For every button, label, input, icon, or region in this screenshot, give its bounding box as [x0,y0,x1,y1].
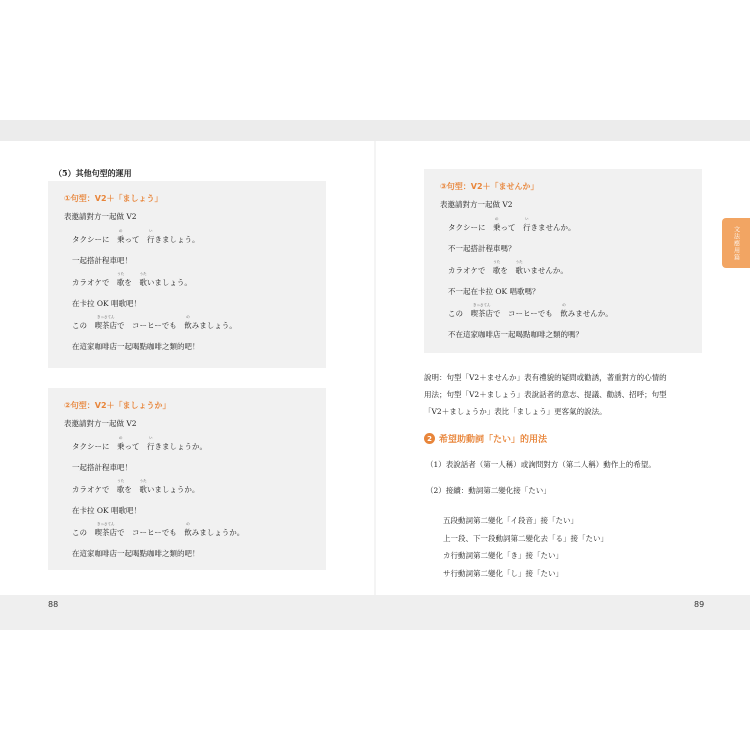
furigana: の [562,302,566,307]
text-segment: タクシーに [72,234,117,244]
ruby-word [116,271,125,288]
furigana: うた [117,478,125,483]
ruby-word [139,271,147,288]
chinese-translation: 一起搭計程車吧！ [72,256,132,265]
ruby-word [184,521,192,538]
ruby-word [116,478,125,495]
furigana: うた [515,259,523,264]
ruby-word [147,228,155,245]
pattern-title: ①句型：V2＋「ましょう」 [64,194,163,203]
text-segment: で コーヒーでも [493,308,561,318]
ruby-word [492,259,501,276]
ruby-word [470,302,494,319]
kanji: 歌 [139,484,147,494]
pattern-lead: 表邀請對方一起做 V2 [64,418,137,428]
kanji: 飲 [184,320,192,330]
connection-paragraph: （2）接續：動詞第二變化接「たい」 [426,486,551,495]
japanese-example [64,266,312,288]
kanji: 喫茶店 [94,527,117,537]
text-segment: きましょう。 [154,234,200,244]
text-segment: みませんか。 [567,308,613,318]
kanji: 行 [147,234,155,244]
explanation-line: 「V2＋ましょうか」表比「ましょう」更客氣的說法。 [424,407,607,416]
furigana: うた [117,271,125,276]
japanese-example [64,223,312,245]
text-segment: で コーヒーでも [117,320,185,330]
text-segment: みましょうか。 [191,527,245,537]
furigana: の [119,435,123,440]
furigana: い [525,216,529,221]
ruby-word [147,435,155,452]
kanji: 歌 [116,277,125,287]
footer-band [0,595,750,630]
text-segment: タクシーに [448,222,493,232]
example-lines [64,223,312,352]
pattern-box-3 [424,169,702,353]
chinese-translation: 不在這家咖啡店一起喝點咖啡之類的嗎？ [448,330,583,339]
japanese-example [64,309,312,331]
subsection-title: 希望助動詞「たい」的用法 [439,435,548,445]
japanese-example [64,516,312,538]
subsection-number-badge: 2 [424,433,435,444]
ruby-word [493,216,501,233]
page-number-right: 89 [694,600,705,609]
text-segment: いましょうか。 [146,484,200,494]
kanji: 歌 [515,265,523,275]
text-segment: この [72,320,95,330]
ruby-word [515,259,523,276]
text-segment: カラオケで [448,265,493,275]
pattern-box-2 [48,388,326,570]
text-segment: この [448,308,471,318]
furigana: い [149,228,153,233]
chinese-translation: 在這家咖啡店一起喝點咖啡之類的吧！ [72,342,200,351]
explanation-text [424,369,708,420]
pattern-lead: 表邀請對方一起做 V2 [440,199,513,209]
subsection-heading [424,432,547,445]
japanese-example [440,297,688,319]
kanji: 飲 [560,308,568,318]
usage-paragraph: （1）表說話者（第一人稱）或詢問對方（第二人稱）動作上的希望。 [426,460,656,469]
kanji: 喫茶店 [94,320,117,330]
text-segment: を [124,277,140,287]
text-segment: って [500,222,523,232]
furigana: きっさてん [473,302,491,307]
text-segment: この [72,527,95,537]
conjugation-rules [443,512,608,582]
chinese-translation: 不一起搭計程車嗎？ [448,244,516,253]
side-tab-label: 文法應用篇 [732,225,740,261]
text-segment: を [124,484,140,494]
chinese-translation: 不一起在卡拉 OK 唱歌嗎？ [448,287,540,296]
explanation-line: 說明：句型「V2＋ませんか」表有禮貌的疑問或勸誘，著重對方的心情的 [424,373,667,382]
furigana: の [119,228,123,233]
kanji: 行 [147,441,155,451]
furigana: の [186,521,190,526]
pattern-box-1 [48,181,326,368]
text-segment: きましょうか。 [154,441,207,451]
rule-item: 五段動詞第二變化「イ段音」接「たい」 [443,516,578,526]
text-segment: って [124,441,147,451]
chapter-side-tab [722,218,750,268]
chinese-translation: 在這家咖啡店一起喝點咖啡之類的吧！ [72,549,200,558]
chinese-translation: 一起搭計程車吧！ [72,463,132,472]
text-segment: カラオケで [72,484,117,494]
text-segment: で コーヒーでも [117,527,185,537]
text-segment: きませんか。 [530,222,576,232]
furigana: の [495,216,499,221]
kanji: 歌 [492,265,501,275]
chinese-translation: 在卡拉 OK 唱歌吧！ [72,299,142,308]
text-segment: って [124,234,147,244]
text-segment: いませんか。 [522,265,568,275]
section-heading: （5）其他句型的運用 [54,168,132,178]
furigana: きっさてん [97,521,115,526]
ruby-word [117,228,125,245]
ruby-word [94,314,118,331]
pattern-title: ③句型：V2＋「ませんか」 [440,182,539,191]
pattern-lead: 表邀請對方一起做 V2 [64,211,137,221]
furigana: うた [139,478,147,483]
japanese-example [440,211,688,233]
chinese-translation: 在卡拉 OK 唱歌吧！ [72,506,142,515]
example-lines [440,211,688,340]
ruby-word [94,521,118,538]
furigana: い [149,435,153,440]
japanese-example [64,473,312,495]
japanese-example [440,254,688,276]
kanji: 喫茶店 [470,308,493,318]
furigana: うた [139,271,147,276]
text-segment: みましょう。 [191,320,237,330]
furigana: きっさてん [97,314,115,319]
pattern-title: ②句型：V2＋「ましょうか」 [64,401,171,410]
text-segment: タクシーに [72,441,117,451]
ruby-word [139,478,147,495]
furigana: の [186,314,190,319]
rule-item: カ行動詞第二變化「き」接「たい」 [443,551,563,561]
rule-item: サ行動詞第二變化「し」接「たい」 [443,568,563,578]
kanji: 飲 [184,527,192,537]
kanji: 乗 [117,234,125,244]
ruby-word [523,216,531,233]
japanese-example [64,430,312,452]
ruby-word [117,435,125,452]
explanation-line: 用法；句型「V2＋ましょう」表說話者的意志、提議、勸誘、招呼；句型 [424,390,667,399]
kanji: 歌 [116,484,125,494]
kanji: 行 [523,222,531,232]
text-segment: いましょう。 [146,277,192,287]
text-segment: を [500,265,516,275]
furigana: うた [493,259,501,264]
text-segment: カラオケで [72,277,117,287]
rule-item: 上一段、下一段動詞第二變化去「る」接「たい」 [443,533,608,543]
top-band [0,120,750,141]
ruby-word [184,314,192,331]
kanji: 乗 [493,222,501,232]
ruby-word [560,302,568,319]
kanji: 歌 [139,277,147,287]
example-lines [64,430,312,559]
kanji: 乗 [117,441,125,451]
page-number-left: 88 [48,600,59,609]
